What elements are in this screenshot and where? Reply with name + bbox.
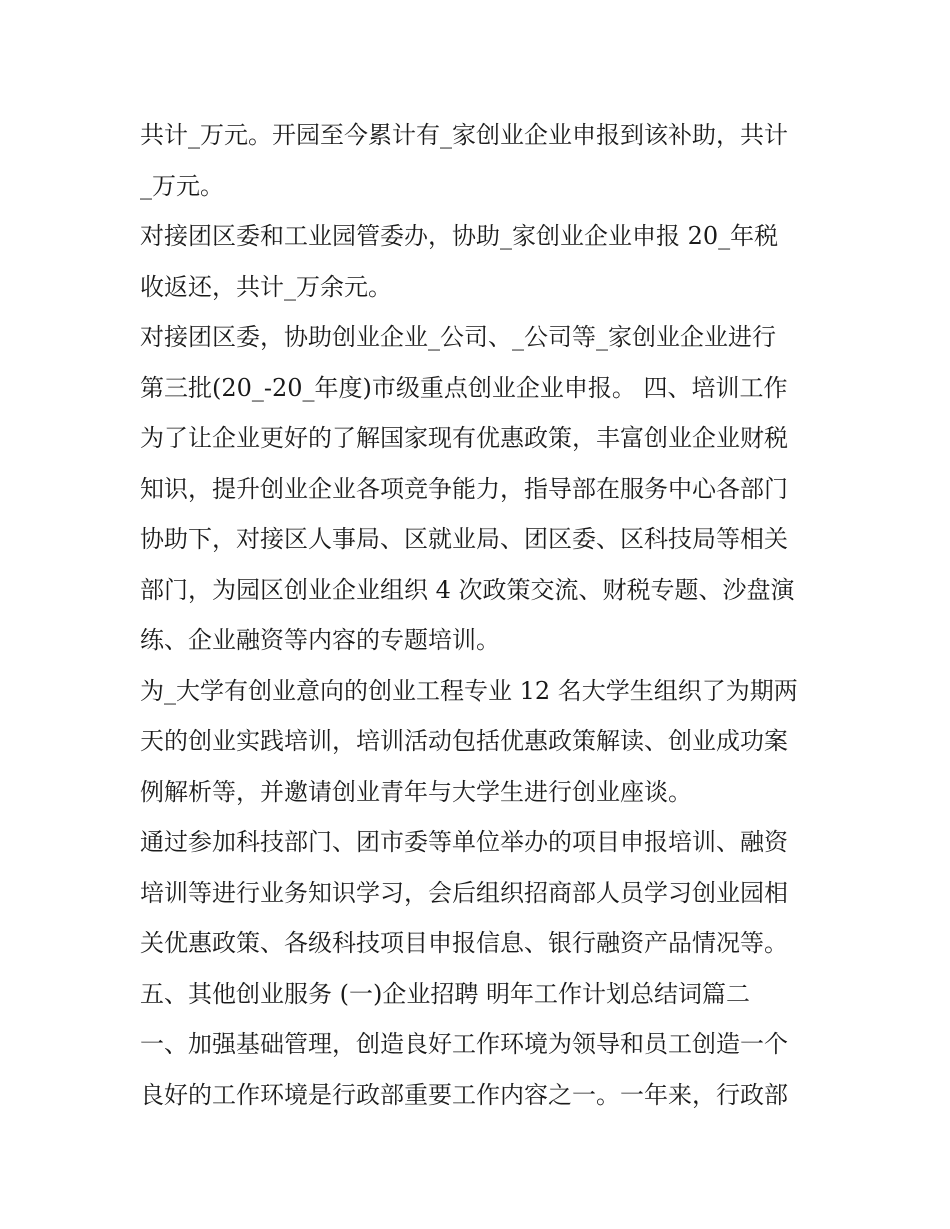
text-line: 关优惠政策、各级科技项目申报信息、银行融资产品情况等。 [140, 929, 788, 957]
text-line: 对接团区委和工业园管委办，协助_家创业企业申报 20_年税 [140, 222, 779, 250]
text-line: 天的创业实践培训，培训活动包括优惠政策解读、创业成功案 [140, 727, 788, 755]
text-line: 一、加强基础管理，创造良好工作环境为领导和员工创造一个 [140, 1030, 788, 1058]
text-line: 培训等进行业务知识学习，会后组织招商部人员学习创业园相 [140, 878, 788, 907]
text-line: 例解析等，并邀请创业青年与大学生进行创业座谈。 [140, 777, 692, 806]
text-line: 通过参加科技部门、团市委等单位举办的项目申报培训、融资 [140, 828, 788, 856]
text-line: 收返还，共计_万余元。 [140, 272, 392, 301]
text-line: 协助下，对接区人事局、区就业局、团区委、区科技局等相关 [140, 525, 788, 553]
text-line: 练、企业融资等内容的专题培训。 [140, 626, 500, 654]
text-line: 为了让企业更好的了解国家现有优惠政策，丰富创业企业财税 [140, 424, 788, 452]
text-line: 为_大学有创业意向的创业工程专业 12 名大学生组织了为期两 [140, 676, 798, 705]
text-line: 对接团区委，协助创业企业_公司、_公司等_家创业企业进行 [140, 323, 776, 351]
text-line: 第三批(20_-20_年度)市级重点创业企业申报。 四、培训工作 [140, 373, 788, 402]
text-line: 良好的工作环境是行政部重要工作内容之一。一年来，行政部 [140, 1080, 788, 1109]
text-line: 部门，为园区创业企业组织 4 次政策交流、财税专题、沙盘演 [140, 575, 795, 604]
body-text [140, 110, 820, 1120]
text-line: 五、其他创业服务 (一)企业招聘 明年工作计划总结词篇二 [140, 979, 750, 1008]
text-line: _万元。 [140, 171, 224, 200]
text-line: 共计_万元。开园至今累计有_家创业企业申报到该补助，共计 [140, 121, 788, 149]
text-line: 知识，提升创业企业各项竞争能力，指导部在服务中心各部门 [140, 474, 788, 503]
